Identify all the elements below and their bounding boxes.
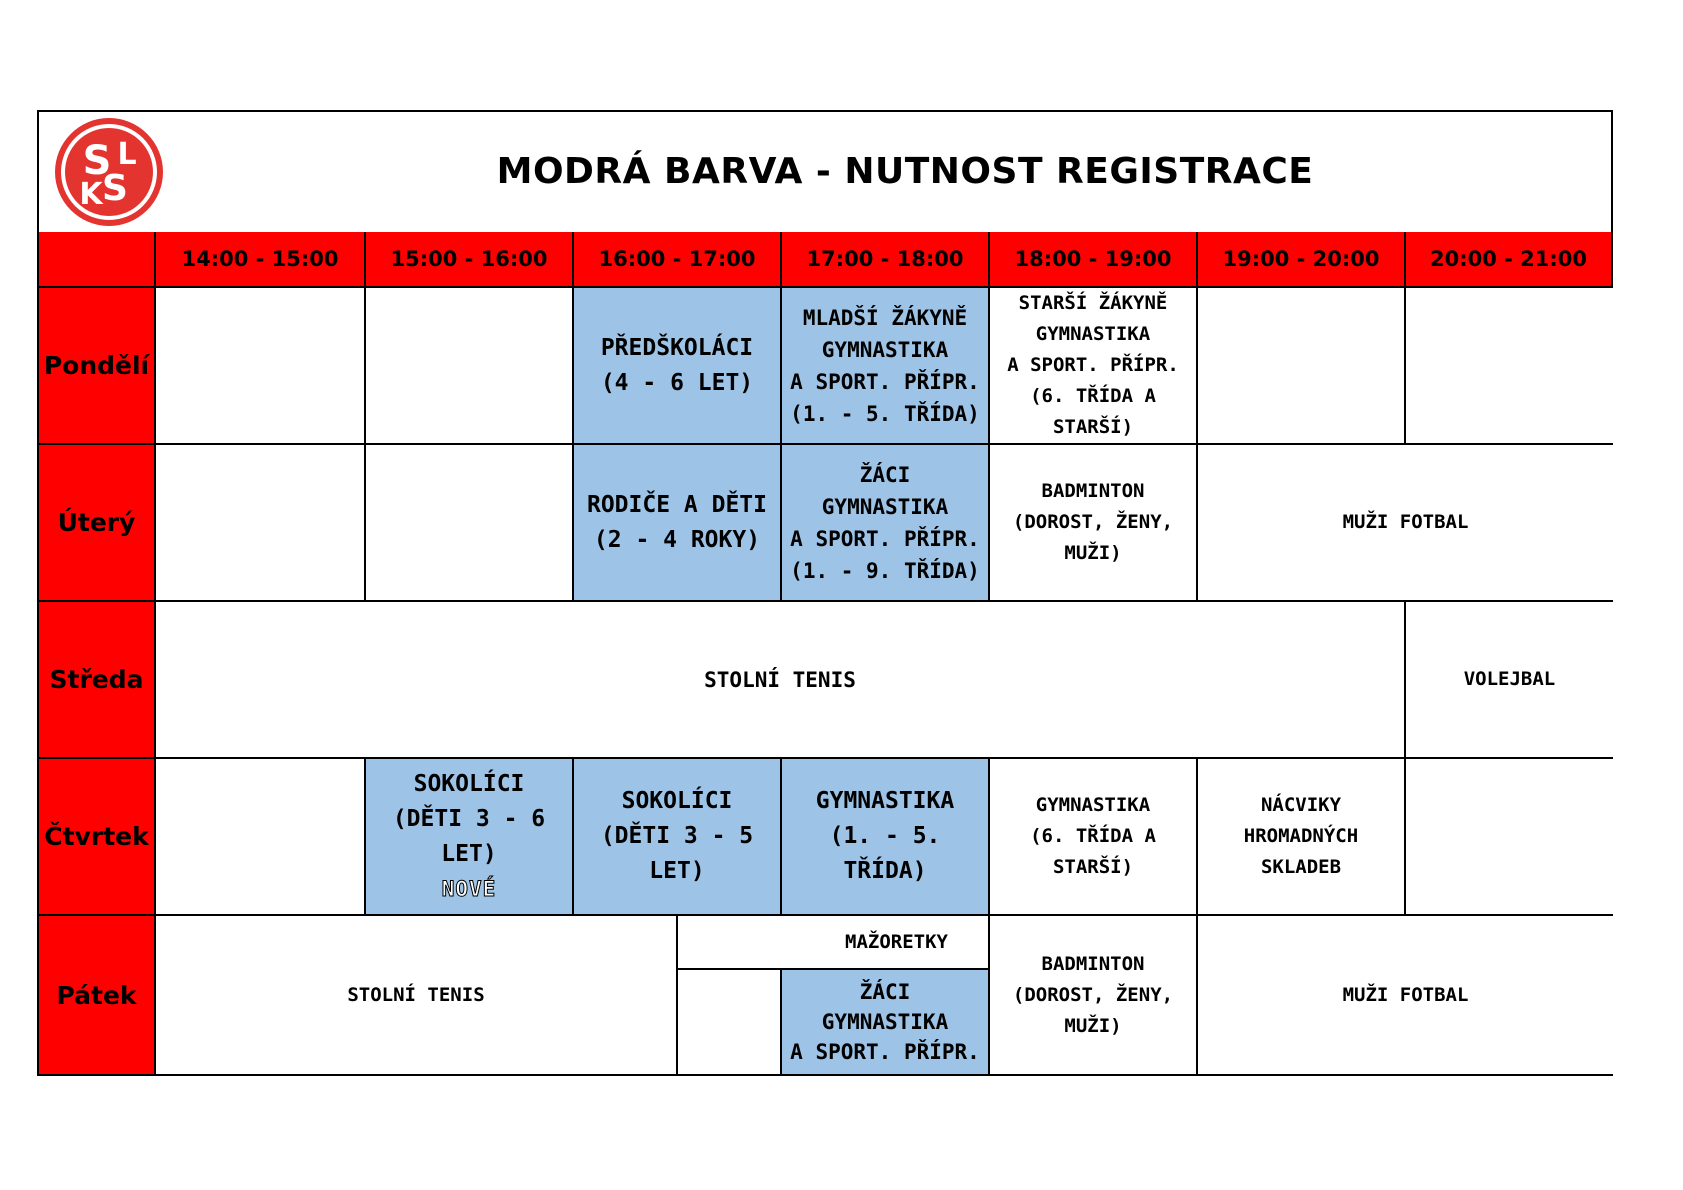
activity-line: (6. TŘÍDA A STARŠÍ): [1030, 825, 1156, 878]
time-slot-header: 14:00 - 15:00: [156, 232, 366, 288]
time-slot-header: 19:00 - 20:00: [1198, 232, 1406, 288]
empty-slot: [156, 445, 366, 602]
day-label-tuesday: Úterý: [39, 445, 156, 602]
activity-line: (DĚTI 3 - 5 LET): [600, 823, 754, 884]
activity-stolni-tenis: STOLNÍ TENIS: [156, 602, 1406, 759]
activity-line: (1. - 5. TŘÍDA): [790, 401, 980, 426]
activity-line: GYMNASTIKA: [821, 494, 949, 519]
activity-line: MUŽI): [1064, 542, 1122, 564]
empty-slot: [366, 288, 574, 445]
empty-slot: [156, 288, 366, 445]
activity-predskolaci: [574, 288, 782, 445]
activity-line: (DOROST, ŽENY,: [1012, 983, 1174, 1006]
svg-text:S: S: [102, 168, 128, 209]
activity-line: SOKOLÍCI: [621, 788, 733, 814]
activity-line: STARŠÍ ŽÁKYNĚ: [1018, 292, 1168, 314]
activity-line: (DĚTI 3 - 6 LET): [392, 805, 546, 867]
activity-line: A SPORT. PŘÍPR.: [790, 1040, 980, 1064]
activity-line: ŽÁCI: [859, 980, 911, 1004]
activity-line: (6. TŘÍDA A STARŠÍ): [1030, 385, 1156, 438]
empty-slot: [1406, 759, 1613, 916]
empty-slot: [678, 970, 782, 1074]
activity-mladsi-zakyne: [782, 288, 990, 445]
activity-line: MUŽI): [1064, 1014, 1122, 1037]
day-label-friday: Pátek: [39, 916, 156, 1074]
activity-line: (4 - 6 LET): [600, 369, 754, 396]
activity-line: HROMADNÝCH: [1243, 825, 1359, 847]
activity-volejbal: VOLEJBAL: [1406, 602, 1613, 759]
activity-line: PŘEDŠKOLÁCI: [600, 334, 754, 361]
activity-line: (1. - 9. TŘÍDA): [790, 558, 980, 583]
activity-rodice-a-deti: [574, 445, 782, 602]
activity-line: GYMNASTIKA: [821, 1010, 949, 1034]
activity-muzi-fotbal-friday: MUŽI FOTBAL: [1198, 916, 1613, 1074]
time-slot-header: 16:00 - 17:00: [574, 232, 782, 288]
activity-line: (2 - 4 ROKY): [593, 526, 761, 553]
activity-badminton: [990, 445, 1198, 602]
activity-nacviky: [1198, 759, 1406, 916]
activity-line: GYMNASTIKA: [815, 788, 955, 814]
activity-line: A SPORT. PŘÍPR.: [790, 369, 980, 394]
activity-line: SOKOLÍCI: [413, 770, 525, 797]
empty-slot: [1406, 288, 1613, 445]
day-label-wednesday: Středa: [39, 602, 156, 759]
activity-line: (1. - 5. TŘÍDA): [829, 823, 941, 884]
time-slot-header: 20:00 - 21:00: [1406, 232, 1613, 288]
day-label-monday: Pondělí: [39, 288, 156, 445]
page-title: MODRÁ BARVA - NUTNOST REGISTRACE: [496, 151, 1314, 192]
corner-cell: [39, 232, 156, 288]
activity-line: GYMNASTIKA: [1035, 794, 1151, 816]
activity-line: BADMINTON: [1041, 480, 1145, 502]
activity-starsi-zakyne: [990, 288, 1198, 445]
activity-line: (DOROST, ŽENY,: [1012, 511, 1174, 533]
activity-gymnastika-1-5: [782, 759, 990, 916]
activity-line: A SPORT. PŘÍPR.: [1007, 354, 1179, 376]
time-slot-header: 15:00 - 16:00: [366, 232, 574, 288]
time-slot-header: 18:00 - 19:00: [990, 232, 1198, 288]
activity-line: A SPORT. PŘÍPR.: [790, 526, 980, 551]
svg-text:L: L: [117, 137, 137, 172]
activity-line: ŽÁCI: [859, 462, 911, 487]
activity-line: NÁCVIKY: [1260, 794, 1342, 816]
schedule-header: [39, 112, 1611, 234]
empty-slot: [156, 759, 366, 916]
activity-sokolici-3-6: [366, 759, 574, 916]
day-label-thursday: Čtvrtek: [39, 759, 156, 916]
schedule-sheet: [37, 110, 1613, 1076]
activity-sokolici-3-5: [574, 759, 782, 916]
activity-line: GYMNASTIKA: [1035, 323, 1151, 345]
timetable: [39, 232, 1611, 1074]
activity-line: GYMNASTIKA: [821, 337, 949, 362]
activity-line: RODIČE A DĚTI: [586, 491, 767, 518]
activity-zaci-friday: [782, 970, 990, 1074]
activity-stolni-tenis-friday: STOLNÍ TENIS: [156, 916, 678, 1074]
empty-slot: [366, 445, 574, 602]
svg-text:K: K: [79, 177, 103, 212]
activity-line: MLADŠÍ ŽÁKYNĚ: [802, 305, 968, 330]
time-slot-header: 17:00 - 18:00: [782, 232, 990, 288]
activity-gymnastika-6: [990, 759, 1198, 916]
activity-line: BADMINTON: [1041, 952, 1145, 975]
new-badge: NOVÉ: [441, 876, 497, 901]
activity-muzi-fotbal: MUŽI FOTBAL: [1198, 445, 1613, 602]
activity-badminton-friday: [990, 916, 1198, 1074]
activity-line: SKLADEB: [1260, 856, 1342, 878]
activity-mazoretky: MAŽORETKY: [678, 916, 990, 970]
svg-text:S: S: [82, 138, 112, 184]
activity-zaci: [782, 445, 990, 602]
empty-slot: [1198, 288, 1406, 445]
